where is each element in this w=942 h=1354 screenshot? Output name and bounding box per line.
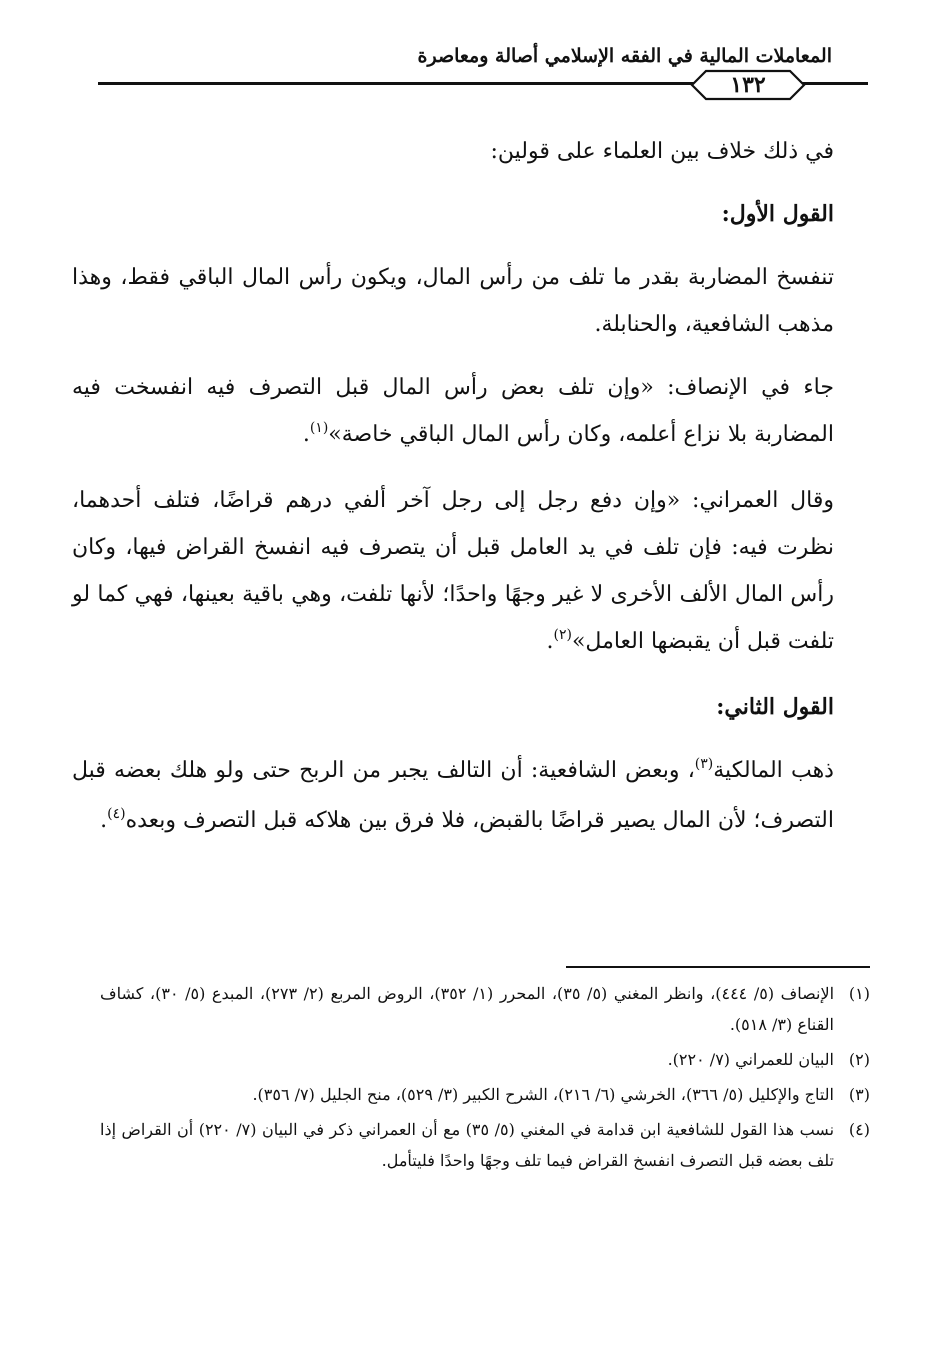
footnote-text: البيان للعمراني (٧/ ٢٢٠). [667, 1050, 834, 1069]
footnote-1 [100, 978, 870, 1040]
footnote-3 [100, 1079, 870, 1110]
second-opinion-heading: القول الثاني: [716, 694, 834, 720]
footnote-ref-4[interactable]: (٤) [107, 806, 126, 822]
footnote-ref-3[interactable]: (٣) [694, 756, 714, 772]
footnote-ref-1[interactable]: (١) [309, 420, 329, 436]
footnote-number: (٣) [848, 1085, 870, 1104]
first-opinion-statement: تنفسخ المضاربة بقدر ما تلف من رأس المال، ويكون رأس المال الباقي فقط، وهذا مذهب الشافعية، والحنابلة. [72, 265, 834, 337]
second-opinion-text-a: ذهب المالكية [713, 758, 834, 783]
imrani-quote-text: وقال العمراني: «وإن دفع رجل إلى رجل آخر ألفي درهم قراضًا، فتلف أحدهما، نظرت فيه: فإن تلف في يد العامل قبل أن يتصرف فيه انفسخ القراض فيها، وكان رأس المال الألف الأخرى لا غير وجهًا واحدًا؛ لأنها تلفت، وهي باقية بعينها، فهي كما لو تلفت قبل أن يقبضها العامل» [72, 488, 834, 654]
footnote-text: نسب هذا القول للشافعية ابن قدامة في المغني (٥/ ٣٥) مع أن العمراني ذكر في البيان (٧/ ٢٢٠) أن القراض إذا تلف بعضه قبل التصرف انفسخ القراض فيما تلف وجهًا واحدًا فليتأمل. [100, 1120, 835, 1170]
footnotes-section [100, 978, 870, 1180]
footnote-2 [100, 1044, 870, 1075]
footnote-ref-2[interactable]: (٢) [553, 627, 572, 643]
footnote-number: (١) [848, 984, 870, 1003]
intro-paragraph: في ذلك خلاف بين العلماء على قولين: [490, 139, 834, 164]
main-text [72, 128, 834, 863]
second-opinion-paragraph: ذهب المالكية$^{(٣)}$، وبعض الشافعية: أن التالف يجبر من الربح حتى ولو هلك بعضه قبل التصرف؛ لأن المال يصير قراضًا بالقبض، فلا فرق بين هلاكه قبل التصرف وبعده$^{(٤)}$. [72, 756, 834, 833]
page-number-badge [688, 68, 808, 102]
insaf-quote-paragraph: جاء في الإنصاف: «وإن تلف بعض رأس المال قبل التصرف فيه انفسخت فيه المضاربة بلا نزاع أعلمه، وكان رأس المال الباقي خاصة»$^{(١)}$. [72, 375, 834, 447]
running-header-title: المعاملات المالية في الفقه الإسلامي أصالة ومعاصرة [417, 45, 832, 67]
page-number: ١٣٢ [730, 72, 766, 98]
footnote-text: الإنصاف (٥/ ٤٤٤)، وانظر المغني (٥/ ٣٥)، المحرر (١/ ٣٥٢)، الروض المربع (٢/ ٢٧٣)، المبدع (٥/ ٣٠)، كشاف القناع (٣/ ٥١٨). [100, 984, 835, 1034]
imrani-quote-paragraph: وقال العمراني: «وإن دفع رجل إلى رجل آخر ألفي درهم قراضًا، فتلف أحدهما، نظرت فيه: فإن تلف في يد العامل قبل أن يتصرف فيه انفسخ القراض فيها، وكان رأس المال الألف الأخرى لا غير وجهًا واحدًا؛ لأنها تلفت، وهي باقية بعينها، فهي كما لو تلفت قبل أن يقبضها العامل»$^{(٢)}$. [72, 488, 834, 654]
footnote-4 [100, 1114, 870, 1176]
footnote-text: التاج والإكليل (٥/ ٣٦٦)، الخرشي (٦/ ٢١٦)، الشرح الكبير (٣/ ٥٢٩)، منح الجليل (٧/ ٣٥٦). [252, 1085, 834, 1104]
second-opinion-text-b: ، وبعض الشافعية: أن التالف يجبر من الربح حتى ولو هلك بعضه قبل التصرف؛ لأن المال يصير قراضًا بالقبض، فلا فرق بين هلاكه قبل التصرف وبعده [72, 758, 834, 833]
footnote-number: (٤) [848, 1120, 870, 1139]
first-opinion-heading: القول الأول: [721, 201, 834, 227]
footnote-separator [566, 966, 870, 968]
footnote-number: (٢) [848, 1050, 870, 1069]
insaf-quote-text: جاء في الإنصاف: «وإن تلف بعض رأس المال قبل التصرف فيه انفسخت فيه المضاربة بلا نزاع أعلمه، وكان رأس المال الباقي خاصة» [72, 375, 834, 447]
